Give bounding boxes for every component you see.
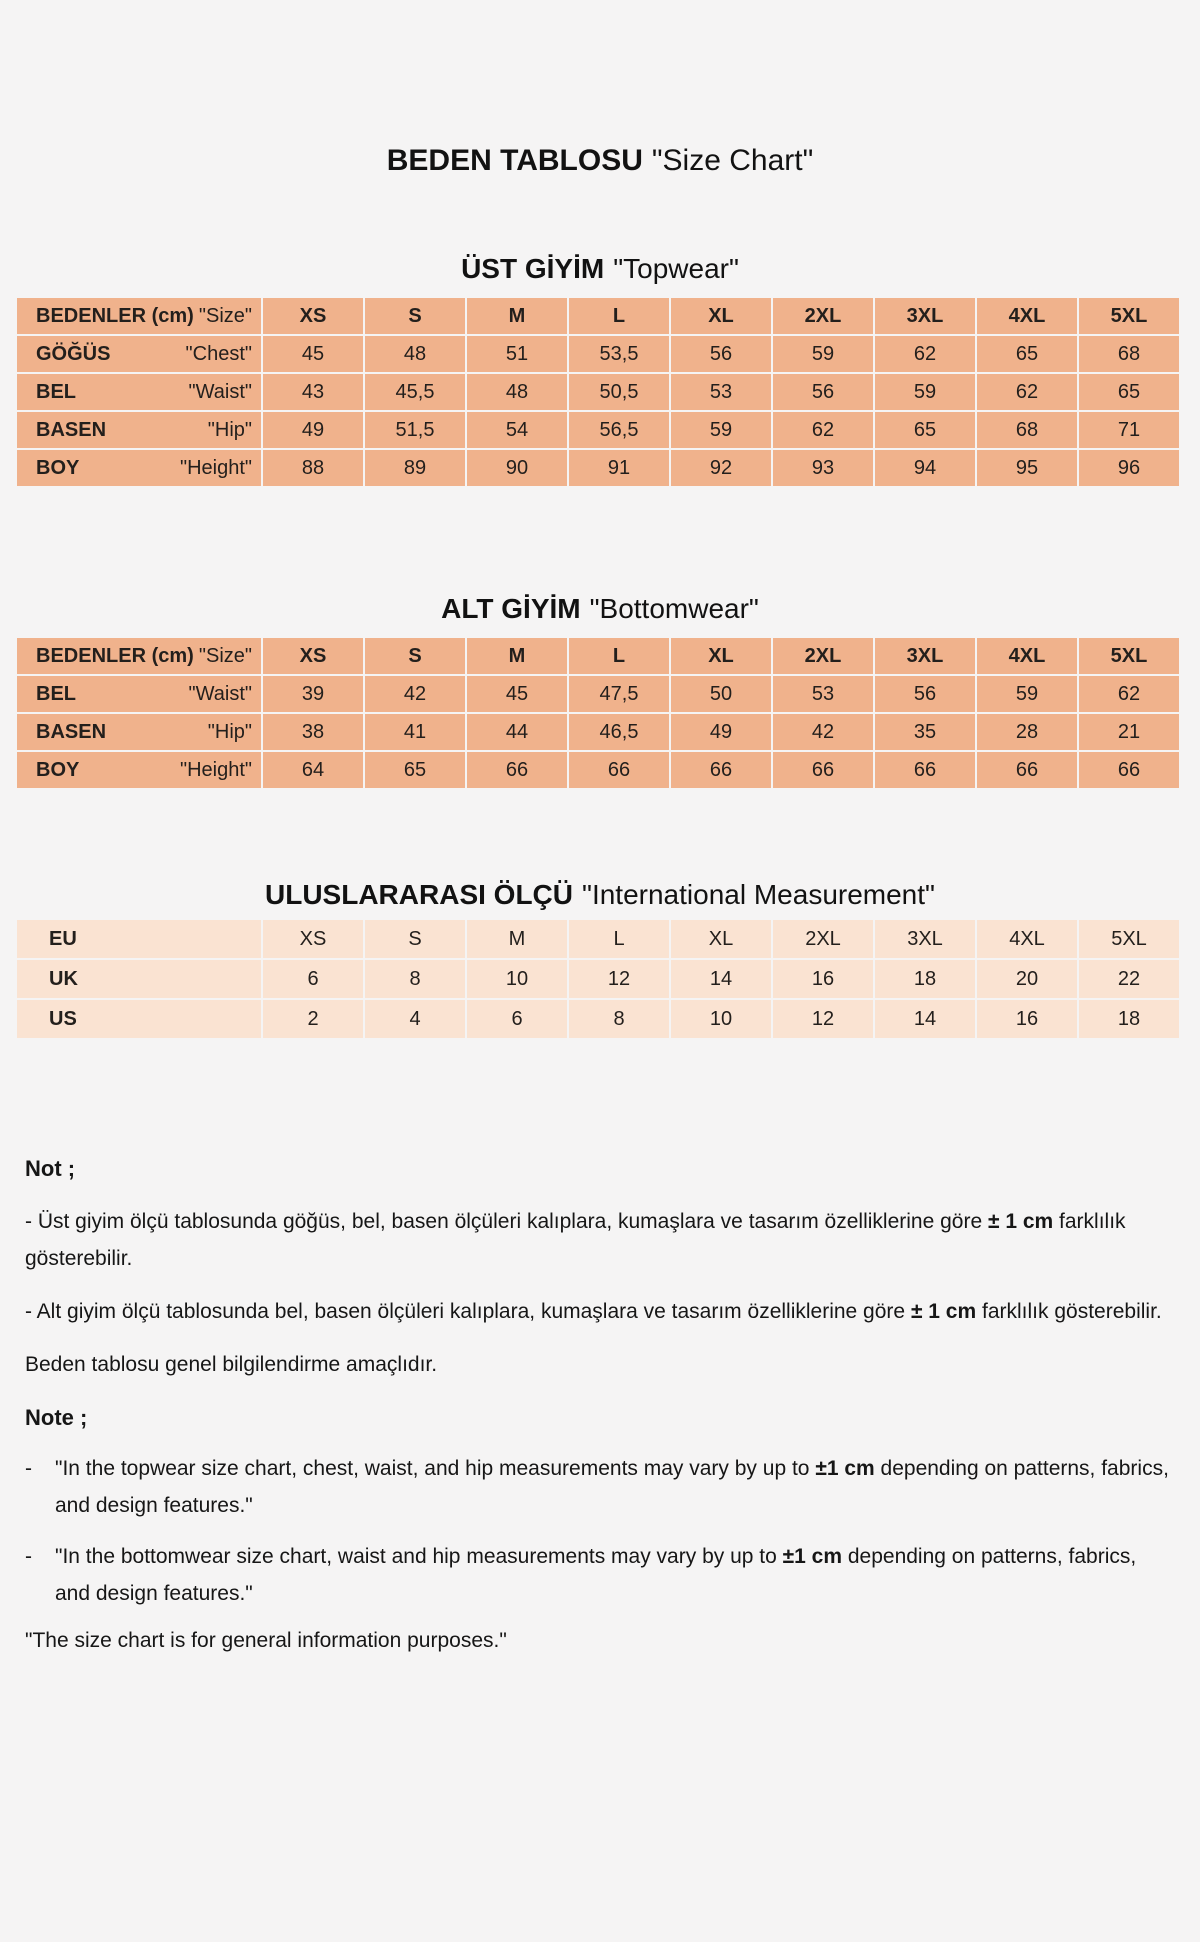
size-header-cell: XL: [671, 638, 771, 674]
value-cell: 8: [569, 1000, 669, 1038]
table-row: [17, 450, 1179, 486]
value-cell: 45: [467, 676, 567, 712]
row-label: BEL: [36, 380, 76, 403]
turkish-note-bottomwear: - Alt giyim ölçü tablosunda bel, basen ölçüleri kalıplara, kumaşlara ve tasarım özelliklerine göre ± 1 cm farklılık gösterebilir.: [25, 1300, 1162, 1323]
topwear-caption-english: "Topwear": [613, 253, 739, 284]
value-cell: 16: [977, 1000, 1077, 1038]
page-title: [0, 142, 1200, 180]
value-cell: 51: [467, 336, 567, 372]
value-cell: 39: [263, 676, 363, 712]
value-cell: 68: [1079, 336, 1179, 372]
bottomwear-caption-english: "Bottomwear": [589, 593, 759, 624]
value-cell: 65: [1079, 374, 1179, 410]
size-header-cell: M: [467, 298, 567, 334]
row-label-english: "Height": [179, 758, 252, 781]
size-header-cell: 4XL: [977, 298, 1077, 334]
value-cell: 96: [1079, 450, 1179, 486]
row-label-cell: [17, 412, 261, 448]
table-row: [17, 638, 1179, 674]
value-cell: 4: [365, 1000, 465, 1038]
value-cell: 2: [263, 1000, 363, 1038]
value-cell: 65: [977, 336, 1077, 372]
turkish-note-topwear: - Üst giyim ölçü tablosunda göğüs, bel, basen ölçüleri kalıplara, kumaşlara ve tasarım özelliklerine göre ± 1 cm farklılık gösterebilir.: [25, 1210, 1126, 1270]
row-label-english: "Hip": [207, 720, 252, 743]
value-cell: 2XL: [773, 920, 873, 958]
value-cell: 50,5: [569, 374, 669, 410]
value-cell: 48: [365, 336, 465, 372]
size-chart-page: [0, 142, 1200, 1942]
value-cell: 16: [773, 960, 873, 998]
table-row: [17, 960, 1179, 998]
value-cell: 3XL: [875, 920, 975, 958]
value-cell: 35: [875, 714, 975, 750]
value-cell: 56: [671, 336, 771, 372]
value-cell: 62: [1079, 676, 1179, 712]
value-cell: 89: [365, 450, 465, 486]
value-cell: 62: [977, 374, 1077, 410]
row-label-cell: [17, 752, 261, 788]
notes-heading-turkish: Not ;: [25, 1156, 76, 1181]
notes-section: [25, 1150, 1170, 1659]
value-cell: 44: [467, 714, 567, 750]
notes-footer: "The size chart is for general information purposes.": [25, 1629, 507, 1652]
english-note-topwear: [25, 1450, 1170, 1524]
topwear-caption-turkish: ÜST GİYİM: [461, 253, 605, 284]
row-label: BEL: [36, 682, 76, 705]
row-label: BASEN: [36, 418, 107, 441]
value-cell: 18: [1079, 1000, 1179, 1038]
row-label: GÖĞÜS: [36, 342, 111, 365]
value-cell: 43: [263, 374, 363, 410]
value-cell: 21: [1079, 714, 1179, 750]
row-label: BOY: [36, 456, 80, 479]
table-row: [17, 374, 1179, 410]
size-header-cell: L: [569, 298, 669, 334]
row-label: EU: [49, 927, 77, 950]
value-cell: XL: [671, 920, 771, 958]
value-cell: 45,5: [365, 374, 465, 410]
size-header-cell: 2XL: [773, 638, 873, 674]
value-cell: 59: [773, 336, 873, 372]
value-cell: 10: [671, 1000, 771, 1038]
value-cell: 92: [671, 450, 771, 486]
row-label-cell: [17, 450, 261, 486]
value-cell: 59: [671, 412, 771, 448]
value-cell: 91: [569, 450, 669, 486]
bullet-dash: -: [25, 1545, 32, 1568]
value-cell: 59: [875, 374, 975, 410]
row-label-cell: [17, 920, 261, 958]
value-cell: 95: [977, 450, 1077, 486]
value-cell: 48: [467, 374, 567, 410]
value-cell: 47,5: [569, 676, 669, 712]
bottomwear-table: [15, 636, 1181, 790]
value-cell: 50: [671, 676, 771, 712]
row-label: BEDENLER (cm): [36, 304, 194, 327]
value-cell: 4XL: [977, 920, 1077, 958]
value-cell: 66: [1079, 752, 1179, 788]
size-header-cell: M: [467, 638, 567, 674]
value-cell: 59: [977, 676, 1077, 712]
topwear-caption: [0, 252, 1200, 286]
value-cell: 14: [875, 1000, 975, 1038]
value-cell: 22: [1079, 960, 1179, 998]
table-row: [17, 714, 1179, 750]
row-label-english: "Waist": [188, 380, 252, 403]
english-note-bottomwear-text: "In the bottomwear size chart, waist and hip measurements may vary by up to ±1 cm depending on patterns, fabrics, and design features.": [55, 1545, 1137, 1605]
value-cell: 65: [365, 752, 465, 788]
value-cell: XS: [263, 920, 363, 958]
row-label-english: "Size": [198, 644, 252, 667]
table-row: [17, 676, 1179, 712]
row-label-cell: [17, 298, 261, 334]
value-cell: 41: [365, 714, 465, 750]
value-cell: 62: [773, 412, 873, 448]
international-table: [15, 918, 1181, 1040]
value-cell: 18: [875, 960, 975, 998]
value-cell: 45: [263, 336, 363, 372]
bottomwear-caption: [0, 592, 1200, 626]
row-label: UK: [49, 967, 78, 990]
size-header-cell: 3XL: [875, 638, 975, 674]
value-cell: 56: [875, 676, 975, 712]
row-label-english: "Height": [179, 456, 252, 479]
value-cell: S: [365, 920, 465, 958]
table-row: [17, 336, 1179, 372]
table-row: [17, 752, 1179, 788]
size-header-cell: 5XL: [1079, 298, 1179, 334]
size-header-cell: XS: [263, 298, 363, 334]
international-caption: [0, 878, 1200, 912]
international-caption-english: "International Measurement": [582, 879, 935, 910]
value-cell: 46,5: [569, 714, 669, 750]
value-cell: 5XL: [1079, 920, 1179, 958]
value-cell: 62: [875, 336, 975, 372]
value-cell: 20: [977, 960, 1077, 998]
size-header-cell: 4XL: [977, 638, 1077, 674]
value-cell: 6: [467, 1000, 567, 1038]
value-cell: 56,5: [569, 412, 669, 448]
bottomwear-caption-turkish: ALT GİYİM: [441, 593, 581, 624]
table-row: [17, 920, 1179, 958]
size-header-cell: XS: [263, 638, 363, 674]
value-cell: 68: [977, 412, 1077, 448]
row-label-cell: [17, 638, 261, 674]
english-note-bottomwear: [25, 1538, 1170, 1612]
row-label-cell: [17, 676, 261, 712]
value-cell: 10: [467, 960, 567, 998]
value-cell: 66: [569, 752, 669, 788]
row-label-english: "Size": [198, 304, 252, 327]
value-cell: 14: [671, 960, 771, 998]
value-cell: 66: [671, 752, 771, 788]
row-label-english: "Chest": [185, 342, 252, 365]
value-cell: 94: [875, 450, 975, 486]
value-cell: 12: [569, 960, 669, 998]
size-header-cell: S: [365, 638, 465, 674]
row-label-english: "Waist": [188, 682, 252, 705]
value-cell: 56: [773, 374, 873, 410]
value-cell: 42: [365, 676, 465, 712]
table-row: [17, 412, 1179, 448]
value-cell: 51,5: [365, 412, 465, 448]
size-header-cell: 2XL: [773, 298, 873, 334]
size-header-cell: 3XL: [875, 298, 975, 334]
value-cell: 49: [671, 714, 771, 750]
table-row: [17, 298, 1179, 334]
value-cell: 12: [773, 1000, 873, 1038]
value-cell: 90: [467, 450, 567, 486]
value-cell: 66: [467, 752, 567, 788]
row-label: BASEN: [36, 720, 107, 743]
value-cell: 66: [875, 752, 975, 788]
value-cell: 8: [365, 960, 465, 998]
value-cell: 53,5: [569, 336, 669, 372]
row-label-cell: [17, 1000, 261, 1038]
row-label-cell: [17, 960, 261, 998]
value-cell: 38: [263, 714, 363, 750]
bullet-dash: -: [25, 1457, 32, 1480]
value-cell: 28: [977, 714, 1077, 750]
value-cell: 93: [773, 450, 873, 486]
value-cell: 42: [773, 714, 873, 750]
value-cell: 64: [263, 752, 363, 788]
row-label: BEDENLER (cm): [36, 644, 194, 667]
value-cell: 54: [467, 412, 567, 448]
value-cell: 88: [263, 450, 363, 486]
size-header-cell: L: [569, 638, 669, 674]
table-row: [17, 1000, 1179, 1038]
international-caption-turkish: ULUSLARARASI ÖLÇÜ: [265, 879, 574, 910]
english-note-topwear-text: "In the topwear size chart, chest, waist, and hip measurements may vary by up to ±1 cm depending on patterns, fabrics, and design features.": [55, 1457, 1169, 1517]
row-label-english: "Hip": [207, 418, 252, 441]
size-header-cell: S: [365, 298, 465, 334]
value-cell: 71: [1079, 412, 1179, 448]
turkish-note-general: Beden tablosu genel bilgilendirme amaçlıdır.: [25, 1353, 438, 1376]
row-label: BOY: [36, 758, 80, 781]
topwear-table: [15, 296, 1181, 488]
value-cell: 66: [773, 752, 873, 788]
value-cell: 49: [263, 412, 363, 448]
value-cell: M: [467, 920, 567, 958]
value-cell: 66: [977, 752, 1077, 788]
size-header-cell: XL: [671, 298, 771, 334]
size-header-cell: 5XL: [1079, 638, 1179, 674]
notes-heading-english: Note ;: [25, 1405, 88, 1430]
row-label-cell: [17, 374, 261, 410]
value-cell: L: [569, 920, 669, 958]
value-cell: 53: [671, 374, 771, 410]
page-title-turkish: BEDEN TABLOSU: [386, 144, 643, 177]
row-label-cell: [17, 336, 261, 372]
row-label-cell: [17, 714, 261, 750]
value-cell: 53: [773, 676, 873, 712]
value-cell: 6: [263, 960, 363, 998]
page-title-english: "Size Chart": [651, 144, 814, 177]
row-label: US: [49, 1007, 77, 1030]
value-cell: 65: [875, 412, 975, 448]
